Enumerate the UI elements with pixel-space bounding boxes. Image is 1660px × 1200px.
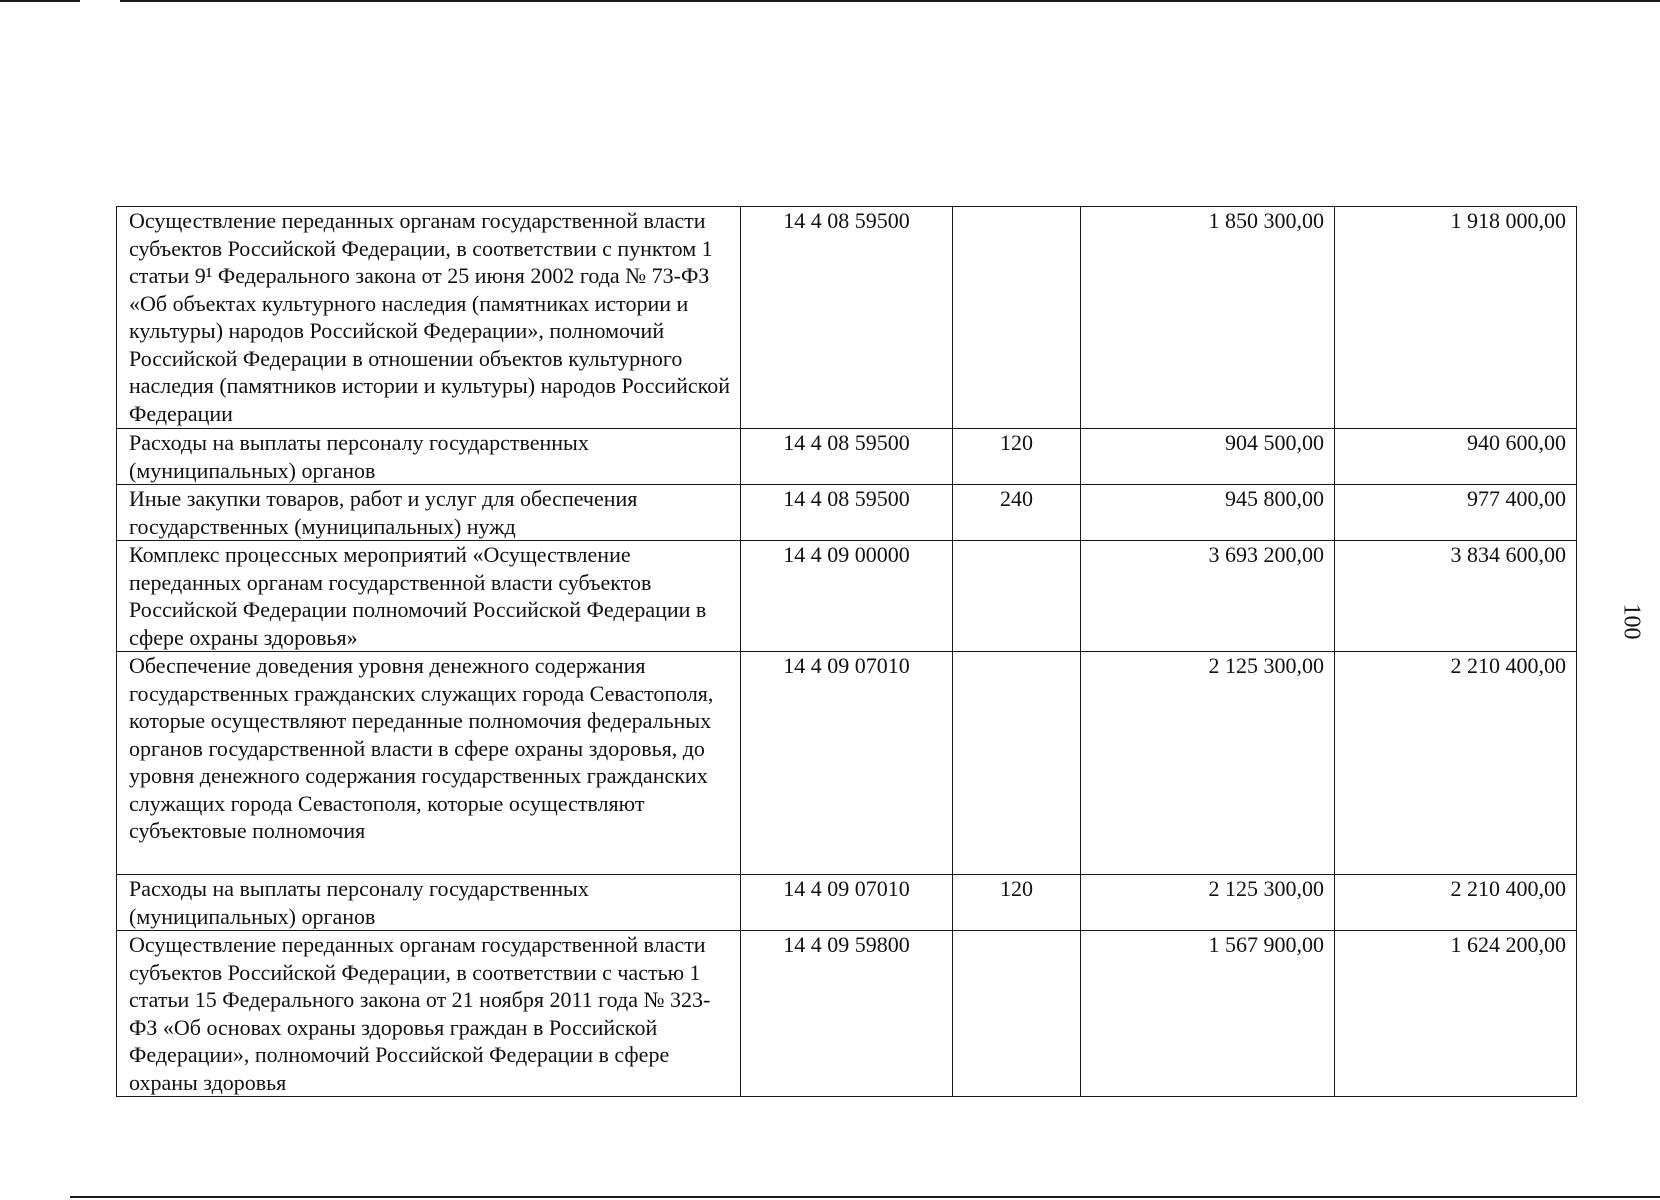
row-target-code: 14 4 09 00000 — [783, 542, 910, 567]
row-amount-year1: 2 125 300,00 — [1208, 653, 1324, 678]
row-code-cell — [741, 541, 953, 652]
row-sum1-cell — [1081, 429, 1335, 485]
row-name: Расходы на выплаты персоналу государственных (муниципальных) органов — [129, 876, 589, 929]
row-amount-year1: 1 567 900,00 — [1208, 932, 1324, 957]
page-number: 100 — [1618, 603, 1645, 640]
row-sum1-cell — [1081, 652, 1335, 875]
row-name-cell — [117, 875, 741, 931]
row-target-code: 14 4 08 59500 — [783, 208, 910, 233]
row-expense-type: 240 — [1000, 486, 1033, 511]
row-amount-year1: 904 500,00 — [1225, 430, 1324, 455]
row-name-cell — [117, 207, 741, 429]
row-type-cell — [953, 207, 1081, 429]
row-name: Комплекс процессных мероприятий «Осуществление переданных органам государственной власти субъектов Российской Федерации полномочий Российской Федерации в сфере охраны здоровья» — [129, 542, 707, 650]
table-row — [117, 875, 1577, 931]
row-amount-year2: 3 834 600,00 — [1450, 542, 1566, 567]
row-amount-year2: 940 600,00 — [1467, 430, 1566, 455]
row-code-cell — [741, 207, 953, 429]
row-amount-year2: 977 400,00 — [1467, 486, 1566, 511]
row-code-cell — [741, 875, 953, 931]
row-amount-year1: 2 125 300,00 — [1208, 876, 1324, 901]
row-amount-year2: 1 624 200,00 — [1450, 932, 1566, 957]
row-target-code: 14 4 09 07010 — [783, 876, 910, 901]
row-name-cell — [117, 485, 741, 541]
table-body — [117, 207, 1577, 1097]
row-sum1-cell — [1081, 875, 1335, 931]
row-target-code: 14 4 08 59500 — [783, 486, 910, 511]
row-name-cell — [117, 931, 741, 1097]
top-scan-rule — [120, 0, 1660, 2]
table-row — [117, 541, 1577, 652]
row-sum2-cell — [1335, 652, 1577, 875]
budget-table — [116, 206, 1577, 1097]
row-code-cell — [741, 652, 953, 875]
row-code-cell — [741, 429, 953, 485]
row-code-cell — [741, 485, 953, 541]
row-type-cell — [953, 652, 1081, 875]
row-amount-year1: 3 693 200,00 — [1208, 542, 1324, 567]
row-amount-year1: 945 800,00 — [1225, 486, 1324, 511]
table-row — [117, 485, 1577, 541]
row-sum2-cell — [1335, 875, 1577, 931]
row-sum2-cell — [1335, 485, 1577, 541]
row-type-cell — [953, 875, 1081, 931]
row-name: Осуществление переданных органам государственной власти субъектов Российской Федерации, в соответствии с пунктом 1 статьи 9¹ Федерального закона от 25 июня 2002 года № 73-ФЗ «Об объектах культурного наследия (памятниках истории и культуры) народов Российской Федерации», полномочий Российской Федерации в отношении объектов культурного наследия (памятников истории и культуры) народов Российской Федерации — [129, 208, 730, 426]
row-sum2-cell — [1335, 931, 1577, 1097]
row-sum1-cell — [1081, 485, 1335, 541]
row-expense-type: 120 — [1000, 876, 1033, 901]
row-sum1-cell — [1081, 207, 1335, 429]
table-row — [117, 652, 1577, 875]
row-name: Расходы на выплаты персоналу государственных (муниципальных) органов — [129, 430, 589, 483]
table-row — [117, 207, 1577, 429]
row-sum2-cell — [1335, 207, 1577, 429]
row-name-cell — [117, 429, 741, 485]
row-expense-type: 120 — [1000, 430, 1033, 455]
top-scan-rule — [0, 0, 80, 2]
row-sum2-cell — [1335, 541, 1577, 652]
row-name-cell — [117, 541, 741, 652]
row-name: Обеспечение доведения уровня денежного содержания государственных гражданских служащих города Севастополя, которые осуществляют переданные полномочия федеральных органов государственной власти в сфере охраны здоровья, до уровня денежного содержания государственных гражданских служащих города Севастополя, которые осуществляют субъектовые полномочия — [129, 653, 714, 843]
row-code-cell — [741, 931, 953, 1097]
row-sum1-cell — [1081, 541, 1335, 652]
row-type-cell — [953, 485, 1081, 541]
table-row — [117, 429, 1577, 485]
row-target-code: 14 4 08 59500 — [783, 430, 910, 455]
row-target-code: 14 4 09 59800 — [783, 932, 910, 957]
table-row — [117, 931, 1577, 1097]
row-target-code: 14 4 09 07010 — [783, 653, 910, 678]
row-type-cell — [953, 429, 1081, 485]
row-amount-year1: 1 850 300,00 — [1208, 208, 1324, 233]
row-amount-year2: 1 918 000,00 — [1450, 208, 1566, 233]
row-name: Иные закупки товаров, работ и услуг для обеспечения государственных (муниципальных) нужд — [129, 486, 638, 539]
row-name: Осуществление переданных органам государственной власти субъектов Российской Федерации, в соответствии с частью 1 статьи 15 Федерального закона от 21 ноября 2011 года № 323-ФЗ «Об основах охраны здоровья граждан в Российской Федерации», полномочий Российской Федерации в сфере охраны здоровья — [129, 932, 711, 1095]
row-name-cell — [117, 652, 741, 875]
row-sum1-cell — [1081, 931, 1335, 1097]
row-amount-year2: 2 210 400,00 — [1450, 876, 1566, 901]
bottom-scan-rule — [70, 1196, 1660, 1198]
row-sum2-cell — [1335, 429, 1577, 485]
row-type-cell — [953, 541, 1081, 652]
row-type-cell — [953, 931, 1081, 1097]
row-amount-year2: 2 210 400,00 — [1450, 653, 1566, 678]
